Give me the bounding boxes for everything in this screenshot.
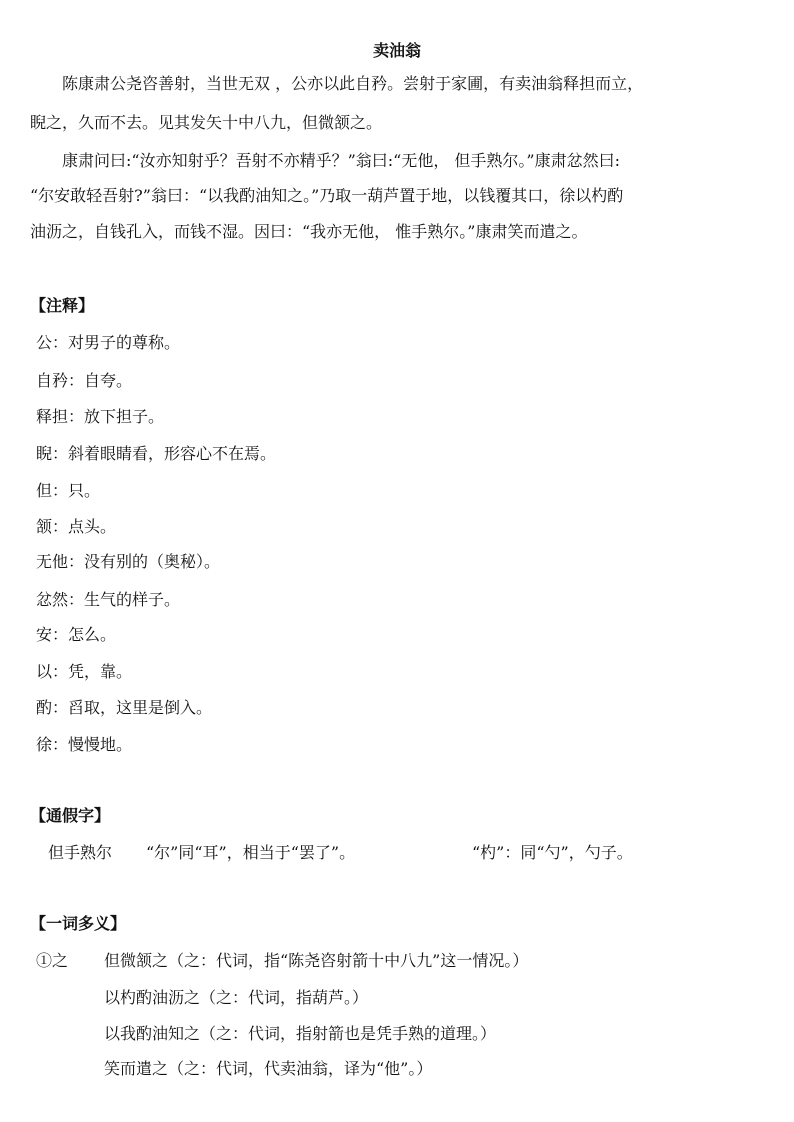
passage-line: “尔安敢轻吾射?”翁曰：“以我酌油知之。”乃取一葫芦置于地，以钱覆其口，徐以杓酌 — [30, 186, 624, 205]
note-item: 无他：没有别的（奥秘）。 — [36, 552, 221, 571]
passage-line: 睨之，久而不去。见其发矢十中八九，但微颔之。 — [30, 113, 383, 132]
note-item: 酌：舀取，这里是倒入。 — [36, 698, 213, 717]
note-item: 但：只。 — [36, 481, 101, 500]
passage-line: 油沥之，自钱孔入，而钱不湿。因曰：“我亦无他， 惟手熟尔。”康肃笑而遣之。 — [30, 222, 588, 241]
note-item: 徐：慢慢地。 — [36, 735, 133, 754]
note-item: 自矜：自夸。 — [36, 371, 133, 390]
yici-item: 以我酌油知之（之：代词，指射箭也是凭手熟的道理。） — [104, 1024, 497, 1043]
note-item: 安：怎么。 — [36, 625, 117, 644]
passage-line: 康肃问曰:“汝亦知射乎？吾射不亦精乎？”翁曰:“无他， 但手熟尔。”康肃忿然曰: — [62, 151, 620, 170]
note-item: 公：对男子的尊称。 — [36, 333, 181, 352]
yici-item: 笑而遣之（之：代词，代卖油翁，译为“他”。） — [104, 1059, 433, 1078]
passage-line: 陈康肃公尧咨善射，当世无双 ，公亦以此自矜。尝射于家圃，有卖油翁释担而立， — [62, 74, 644, 93]
note-item: 颔：点头。 — [36, 517, 117, 536]
note-item: 忿然：生气的样子。 — [36, 590, 181, 609]
tongjia-explanation: “尔”同“耳”，相当于“罢了”。 — [146, 843, 356, 862]
note-item: 睨：斜着眼睛看，形容心不在焉。 — [36, 444, 277, 463]
yici-item: 以杓酌油沥之（之：代词，指葫芦。） — [104, 988, 369, 1007]
tongjia-heading: 【通假字】 — [30, 806, 111, 825]
document-title: 卖油翁 — [372, 41, 421, 60]
tongjia-explanation: “杓”：同“勺”，勺子。 — [472, 843, 633, 862]
note-item: 以：凭，靠。 — [36, 662, 133, 681]
yici-word: ①之 — [36, 951, 69, 970]
yici-heading: 【一词多义】 — [30, 914, 127, 933]
notes-heading: 【注释】 — [30, 296, 95, 315]
yici-item: 但微颔之（之：代词，指“陈尧咨射箭十中八九”这一情况。） — [104, 951, 529, 970]
tongjia-phrase: 但手熟尔 — [48, 843, 113, 862]
note-item: 释担：放下担子。 — [36, 407, 165, 426]
